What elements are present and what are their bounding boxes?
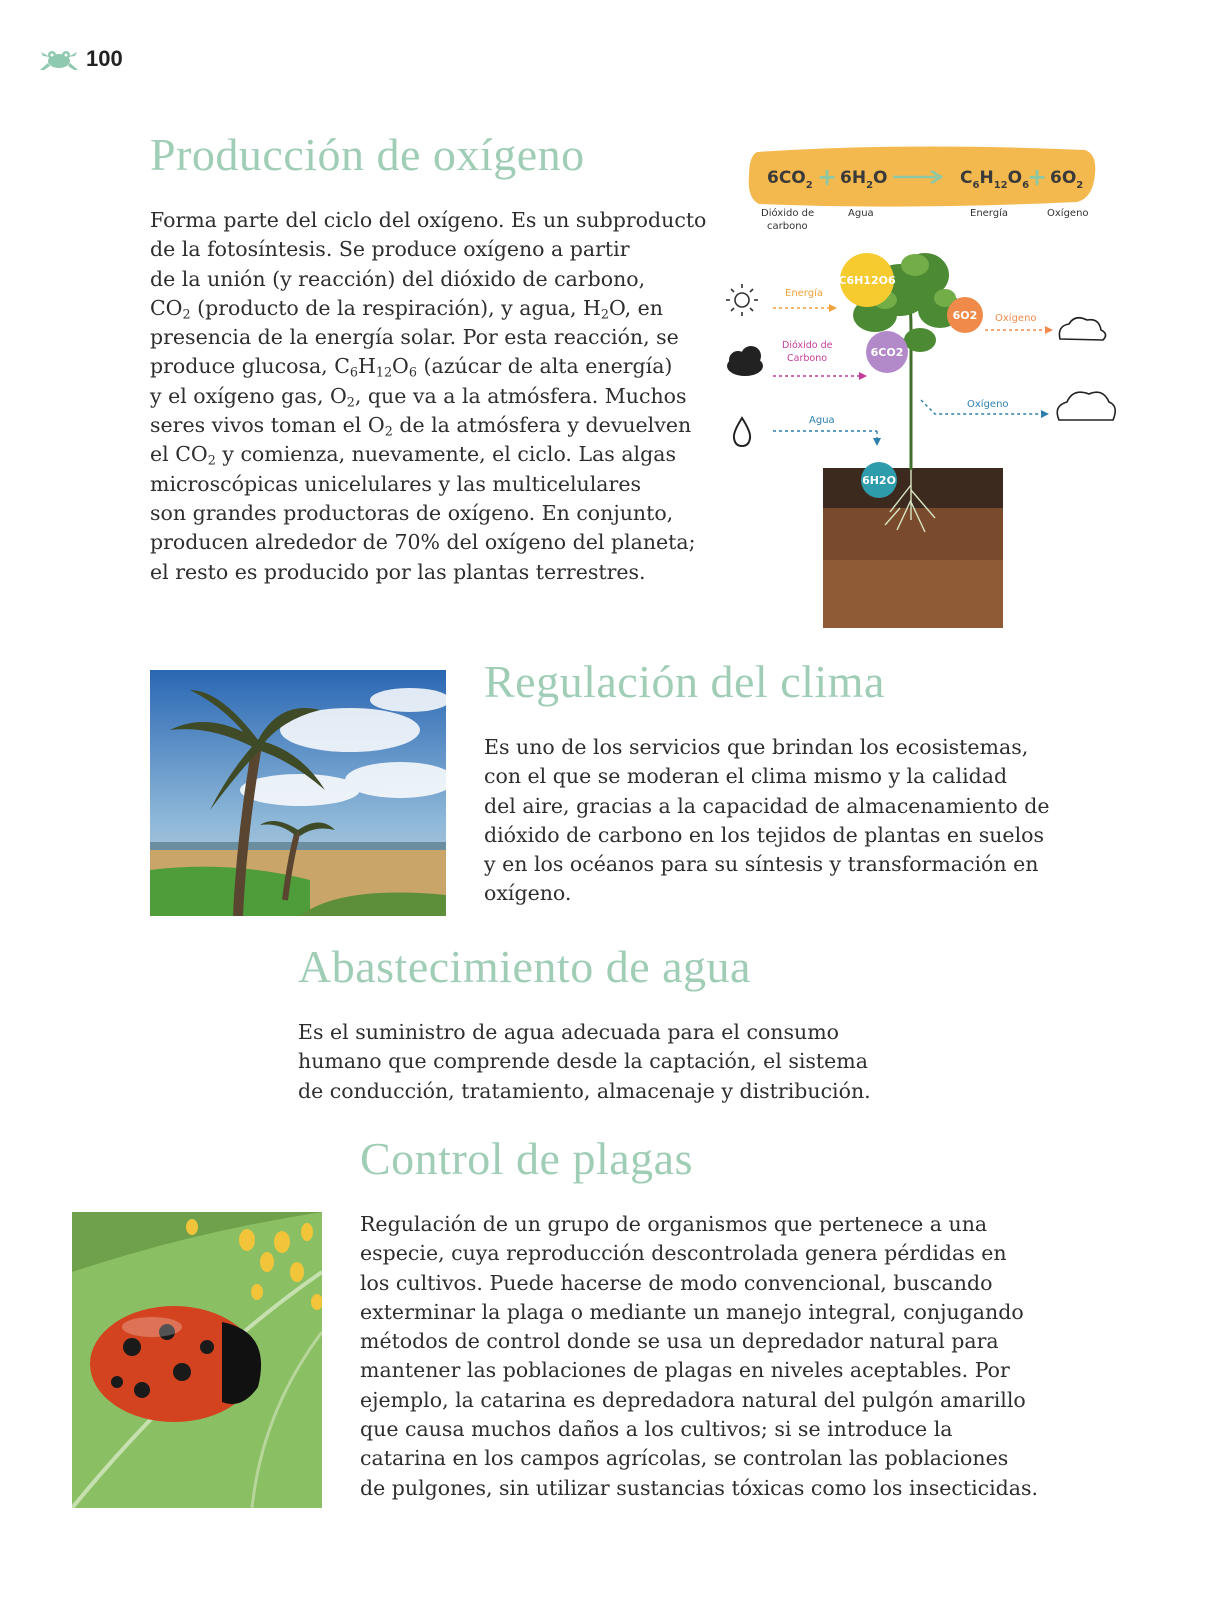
- text-line: con el que se moderan el clima mismo y la calidad: [484, 764, 1008, 789]
- equation-glucose: $C_6H_{12}O_6$: [960, 168, 1030, 191]
- text-line: de la fotosíntesis. Se produce oxígeno a partir: [150, 237, 630, 262]
- water-label: Agua: [809, 415, 835, 426]
- section-title-water: Abastecimiento de agua: [298, 941, 751, 992]
- sun-icon: [726, 284, 758, 316]
- section-title-pests: Control de plagas: [360, 1133, 693, 1184]
- text-line: microscópicas unicelulares y las multicelulares: [150, 471, 641, 496]
- eq-label-water: Agua: [848, 208, 874, 219]
- frog-icon: [38, 48, 80, 74]
- glucose-bubble-label: C6H12O6: [838, 274, 896, 287]
- section-body-water: [298, 1018, 918, 1106]
- text-line: ejemplo, la catarina es depredadora natural del pulgón amarillo: [360, 1387, 1026, 1412]
- text-line: de conducción, tratamiento, almacenaje y distribución.: [298, 1078, 871, 1103]
- o2-bubble-label: 6O2: [952, 309, 978, 322]
- equation-h2o: $6H_2O$: [840, 168, 888, 191]
- co2-bubble-label: 6CO2: [870, 346, 904, 359]
- energy-arrow: [773, 304, 837, 312]
- text-line: métodos de control donde se usa un depredador natural para: [360, 1329, 999, 1354]
- water-drop-icon: [734, 418, 750, 446]
- palm-tree-photo: [150, 670, 446, 916]
- cloud-icon: [1059, 318, 1105, 340]
- dark-cloud-icon: [727, 346, 763, 376]
- text-line: Es el suministro de agua adecuada para el consumo: [298, 1020, 840, 1044]
- cloud-icon: [1057, 392, 1115, 420]
- section-body-climate: [484, 733, 1084, 909]
- text-line: de la unión (y reacción) del dióxido de carbono,: [150, 266, 646, 291]
- text-line: son grandes productoras de oxígeno. En conjunto,: [150, 500, 674, 525]
- eq-label-co2-2: carbono: [767, 221, 808, 232]
- water-arrow: [773, 431, 881, 446]
- text-line: seres vivos toman el $O_2$ de la atmósfera y devuelven: [150, 413, 692, 439]
- eq-label-co2: Dióxido de: [761, 208, 815, 219]
- text-line: y en los océanos para su síntesis y transformación en: [484, 852, 1039, 877]
- section-title-oxygen: Producción de oxígeno: [150, 129, 585, 180]
- text-line: $CO_2$ (producto de la respiración), y agua, $H_2O$, en: [150, 295, 663, 322]
- text-line: el resto es producido por las plantas terrestres.: [150, 559, 646, 584]
- text-line: y el oxígeno gas, $O_2$, que va a la atmósfera. Muchos: [150, 383, 687, 410]
- section-body-oxygen: [150, 206, 710, 587]
- page-header: [38, 44, 138, 76]
- page-number: 100: [86, 46, 123, 71]
- eq-label-oxygen: Oxígeno: [1047, 208, 1089, 219]
- section-title-climate: Regulación del clima: [484, 656, 885, 707]
- text-line: el $CO_2$ y comienza, nuevamente, el ciclo. Las algas: [150, 442, 676, 468]
- oxygen-label-1: Oxígeno: [995, 313, 1037, 324]
- oxygen-arrow-1: [985, 326, 1053, 334]
- text-line: produce glucosa, $C_6H_{12}O_6$ (azúcar de alta energía): [150, 354, 673, 381]
- text-line: los cultivos. Puede hacerse de modo convencional, buscando: [360, 1270, 993, 1295]
- section-body-pests: [360, 1210, 1080, 1503]
- text-line: Es uno de los servicios que brindan los ecosistemas,: [484, 735, 1029, 759]
- co2-label: Dióxido de: [782, 340, 833, 351]
- ladybug-photo: [72, 1212, 322, 1508]
- text-line: producen alrededor de 70% del oxígeno del planeta;: [150, 530, 696, 555]
- oxygen-label-2: Oxígeno: [967, 399, 1009, 410]
- equation-plus-2: +: [1027, 163, 1048, 191]
- equation-co2: $6CO_2$: [767, 168, 813, 191]
- co2-label-2: Carbono: [787, 353, 828, 364]
- text-line: mantener las poblaciones de plagas en niveles aceptables. Por: [360, 1358, 1010, 1383]
- text-line: catarina en los campos agrícolas, se controlan las poblaciones: [360, 1446, 1009, 1471]
- text-line: que causa muchos daños a los cultivos; si se introduce la: [360, 1417, 953, 1442]
- text-line: Regulación de un grupo de organismos que pertenece a una: [360, 1212, 988, 1236]
- text-line: dióxido de carbono en los tejidos de plantas en suelos: [484, 822, 1044, 847]
- equation-plus-1: +: [817, 163, 838, 191]
- text-line: oxígeno.: [484, 881, 572, 906]
- text-line: de pulgones, sin utilizar sustancias tóxicas como los insecticidas.: [360, 1475, 1039, 1500]
- text-line: especie, cuya reproducción descontrolada genera pérdidas en: [360, 1241, 1007, 1266]
- text-line: exterminar la plaga o mediante un manejo integral, conjugando: [360, 1299, 1024, 1324]
- text-line: humano que comprende desde la captación, el sistema: [298, 1049, 868, 1074]
- text-line: Forma parte del ciclo del oxígeno. Es un subproducto: [150, 208, 707, 232]
- text-line: presencia de la energía solar. Por esta reacción, se: [150, 325, 679, 350]
- text-line: del aire, gracias a la capacidad de almacenamiento de: [484, 793, 1050, 818]
- h2o-bubble-label: 6H2O: [862, 474, 896, 487]
- energy-label: Energía: [785, 288, 823, 299]
- equation-o2: $6O_2$: [1050, 168, 1084, 191]
- photosynthesis-diagram: [725, 140, 1145, 640]
- eq-label-energy: Energía: [970, 208, 1008, 219]
- co2-arrow: [773, 372, 867, 380]
